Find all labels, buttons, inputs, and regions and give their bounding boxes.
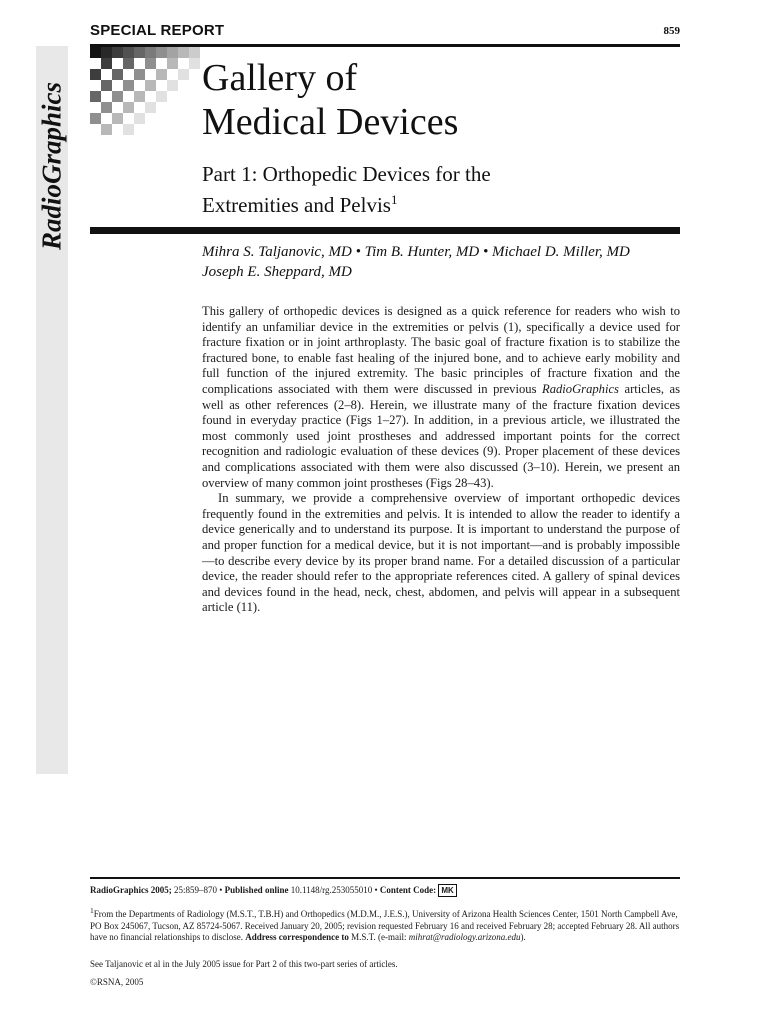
correspondence-email-link[interactable]: mihrat@radiology.arizona.edu (408, 932, 521, 942)
mosaic-tile (112, 47, 123, 58)
mosaic-tile (90, 91, 101, 102)
citation-pages: 25:859–870 • (171, 885, 225, 895)
article-title (202, 56, 458, 144)
subtitle-line-1: Part 1: Orthopedic Devices for the (202, 162, 491, 186)
mosaic-tile (145, 80, 156, 91)
mosaic-tile (101, 58, 112, 69)
citation-journal: RadioGraphics 2005; (90, 885, 172, 895)
abstract (202, 304, 680, 616)
mosaic-tile (90, 47, 101, 58)
mosaic-tile (112, 69, 123, 80)
abstract-paragraph-2: In summary, we provide a comprehensive overview of important orthopedic devices frequently found in the extremities and pelvis. It is intended to allow the reader to identify a device generically and to understand its purpose. It is important to understand the purpose of and proper function for a medical device, but it is not important—and is probably impossible—to describe every device by its proper brand name. For a detailed discussion of a particular device, the reader should refer to the appropriate references cited. A gallery of spinal devices and devices found in the head, neck, chest, abdomen, and pelvis will appear in a subsequent article (11). (202, 491, 680, 615)
affiliation-footnote (90, 905, 680, 944)
title-line-2: Medical Devices (202, 101, 459, 143)
citation-line (90, 884, 680, 897)
authors-line-1: Mihra S. Taljanovic, MD • Tim B. Hunter, MD • Michael D. Miller, MD (202, 244, 630, 260)
mosaic-tile (167, 47, 178, 58)
mosaic-tile (189, 58, 200, 69)
mosaic-tile (123, 124, 134, 135)
abstract-p1-text-b: articles, as well as other references (2–8). Herein, we illustrate many of the fracture fixation devices found in everyday practice (Figs 1–27). In addition, in a previous article, we illustrated the most commonly used joint prostheses and addressed important points for the correct recognition and radiologic evaluation of these devices (9). Proper placement of these devices and complications associated with them were also discussed (3–10). Herein, we present an overview of many common joint prostheses (Figs 28–43). (202, 381, 680, 490)
mosaic-tile (101, 124, 112, 135)
journal-name-vertical: RadioGraphics (36, 81, 67, 251)
mosaic-tile (178, 69, 189, 80)
abstract-paragraph-1 (202, 304, 680, 491)
mosaic-tile (145, 47, 156, 58)
footnote-address-name: M.S.T. (e-mail: (348, 932, 409, 942)
subtitle-line-2: Extremities and Pelvis (202, 193, 391, 217)
mosaic-tile (167, 80, 178, 91)
mosaic-tile (101, 47, 112, 58)
mosaic-tile (134, 69, 145, 80)
mosaic-tile (134, 113, 145, 124)
series-note: See Taljanovic et al in the July 2005 issue for Part 2 of this two-part series of articles. (90, 959, 398, 969)
footnote-mark: 1 (90, 906, 94, 915)
footnote-text: From the Departments of Radiology (M.S.T., T.B.H) and Orthopedics (M.D.M., J.E.S.), University of Arizona Health Sciences Center, 1501 North Campbell Ave, PO Box 245067, Tucson, AZ 85724-5067. Received January 20, 2005; revision requested February 16 and received February 28; accepted February 28. All authors have no financial relationships to disclose. (90, 909, 680, 942)
author-list (202, 242, 682, 282)
mosaic-tile (90, 69, 101, 80)
copyright: ©RSNA, 2005 (90, 977, 144, 987)
citation-online-label: Published online (224, 885, 289, 895)
mosaic-tile (123, 47, 134, 58)
section-label: SPECIAL REPORT (90, 22, 225, 39)
mosaic-tile (134, 91, 145, 102)
subtitle-footnote-mark: 1 (390, 192, 398, 207)
mosaic-tile (178, 47, 189, 58)
mosaic-tile (101, 80, 112, 91)
mosaic-tile (167, 58, 178, 69)
mosaic-tile (112, 91, 123, 102)
mosaic-tile (156, 91, 167, 102)
content-code-badge: MK (438, 884, 456, 897)
page-number: 859 (663, 25, 680, 37)
mosaic-tile (134, 47, 145, 58)
mosaic-tile (123, 80, 134, 91)
authors-line-2: Joseph E. Sheppard, MD (202, 264, 352, 280)
gradient-mosaic-decoration (90, 47, 200, 135)
mosaic-tile (123, 102, 134, 113)
mosaic-tile (145, 102, 156, 113)
mosaic-tile (156, 69, 167, 80)
mosaic-tile (189, 47, 200, 58)
article-subtitle (202, 161, 491, 218)
citation-doi[interactable]: 10.1148/rg.253055010 • (288, 885, 380, 895)
mosaic-tile (145, 58, 156, 69)
mosaic-tile (156, 47, 167, 58)
title-line-1: Gallery of (202, 57, 358, 99)
abstract-p1-text-a: This gallery of orthopedic devices is designed as a quick reference for readers who wish to identify an unfamiliar device in the extremities or pelvis (1), specifically a device used for fracture fixation or in joint arthroplasty. The basic goal of fracture fixation is to stabilize the fractured bone, to enable fast healing of the injured bone, and to achieve early mobility and full function of the injured extremity. The basic principles of fracture fixation and the complications associated with them were discussed in previous (202, 304, 680, 396)
mosaic-tile (112, 113, 123, 124)
footnote-address-label: Address correspondence to (245, 932, 349, 942)
footer-rule (90, 877, 680, 879)
footnote-end: ). (520, 932, 526, 942)
title-divider-rule (90, 227, 680, 234)
mosaic-tile (123, 58, 134, 69)
mosaic-tile (90, 113, 101, 124)
citation-code-label: Content Code: (379, 885, 437, 895)
abstract-p1-journal: RadioGraphics (542, 381, 619, 396)
mosaic-tile (101, 102, 112, 113)
